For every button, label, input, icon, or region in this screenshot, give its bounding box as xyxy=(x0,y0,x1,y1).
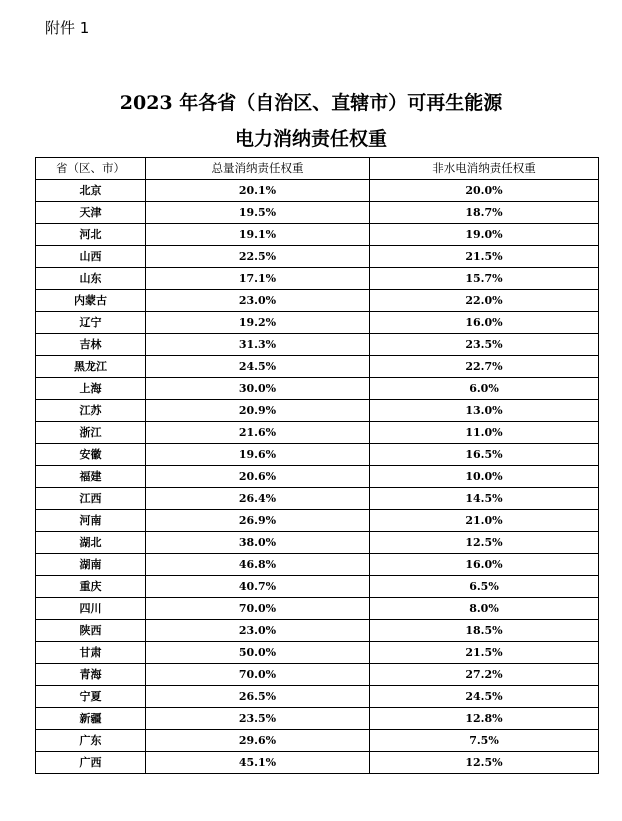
table-row xyxy=(36,752,599,774)
total-weight-cell: 19.5% xyxy=(146,202,370,224)
table-row xyxy=(36,598,599,620)
table-row xyxy=(36,356,599,378)
province-cell: 宁夏 xyxy=(36,686,146,708)
table-row xyxy=(36,488,599,510)
province-cell: 北京 xyxy=(36,180,146,202)
total-weight-cell: 45.1% xyxy=(146,752,370,774)
province-cell: 山东 xyxy=(36,268,146,290)
non-hydro-weight-cell: 6.5% xyxy=(370,576,599,598)
total-weight-cell: 17.1% xyxy=(146,268,370,290)
non-hydro-weight-cell: 6.0% xyxy=(370,378,599,400)
total-weight-cell: 19.2% xyxy=(146,312,370,334)
header-row xyxy=(36,158,599,180)
table-row xyxy=(36,378,599,400)
total-weight-cell: 21.6% xyxy=(146,422,370,444)
province-cell: 辽宁 xyxy=(36,312,146,334)
total-weight-cell: 50.0% xyxy=(146,642,370,664)
province-cell: 江西 xyxy=(36,488,146,510)
table-row xyxy=(36,730,599,752)
total-weight-cell: 26.5% xyxy=(146,686,370,708)
province-cell: 湖北 xyxy=(36,532,146,554)
non-hydro-weight-cell: 8.0% xyxy=(370,598,599,620)
province-cell: 青海 xyxy=(36,664,146,686)
table-row xyxy=(36,444,599,466)
document-title-line1: 2023 年各省（自治区、直辖市）可再生能源 xyxy=(119,92,503,114)
non-hydro-weight-cell: 16.5% xyxy=(370,444,599,466)
table-row xyxy=(36,576,599,598)
non-hydro-weight-cell: 23.5% xyxy=(370,334,599,356)
attachment-label: 附件 1 xyxy=(45,19,90,37)
province-cell: 广西 xyxy=(36,752,146,774)
non-hydro-weight-cell: 24.5% xyxy=(370,686,599,708)
non-hydro-weight-cell: 16.0% xyxy=(370,554,599,576)
table-row xyxy=(36,708,599,730)
total-weight-cell: 40.7% xyxy=(146,576,370,598)
total-weight-cell: 24.5% xyxy=(146,356,370,378)
table-row xyxy=(36,620,599,642)
non-hydro-weight-cell: 22.7% xyxy=(370,356,599,378)
table-row xyxy=(36,510,599,532)
province-cell: 江苏 xyxy=(36,400,146,422)
province-cell: 湖南 xyxy=(36,554,146,576)
table-row xyxy=(36,400,599,422)
table-row xyxy=(36,664,599,686)
table-row xyxy=(36,224,599,246)
province-cell: 黑龙江 xyxy=(36,356,146,378)
table-row xyxy=(36,312,599,334)
weights-table xyxy=(35,157,599,774)
table-row xyxy=(36,532,599,554)
non-hydro-weight-cell: 13.0% xyxy=(370,400,599,422)
non-hydro-weight-cell: 21.5% xyxy=(370,246,599,268)
total-weight-cell: 31.3% xyxy=(146,334,370,356)
province-cell: 安徽 xyxy=(36,444,146,466)
province-cell: 山西 xyxy=(36,246,146,268)
total-weight-cell: 23.0% xyxy=(146,290,370,312)
total-weight-cell: 23.0% xyxy=(146,620,370,642)
province-cell: 甘肃 xyxy=(36,642,146,664)
non-hydro-weight-cell: 12.5% xyxy=(370,752,599,774)
total-weight-cell: 70.0% xyxy=(146,664,370,686)
document-title-line2: 电力消纳责任权重 xyxy=(234,128,387,150)
non-hydro-weight-cell: 21.5% xyxy=(370,642,599,664)
province-cell: 河北 xyxy=(36,224,146,246)
non-hydro-weight-cell: 18.7% xyxy=(370,202,599,224)
province-cell: 四川 xyxy=(36,598,146,620)
non-hydro-weight-cell: 18.5% xyxy=(370,620,599,642)
province-cell: 吉林 xyxy=(36,334,146,356)
table-body xyxy=(36,180,599,774)
total-weight-cell: 22.5% xyxy=(146,246,370,268)
non-hydro-weight-cell: 20.0% xyxy=(370,180,599,202)
total-weight-cell: 19.6% xyxy=(146,444,370,466)
province-cell: 陕西 xyxy=(36,620,146,642)
table-row xyxy=(36,202,599,224)
total-weight-cell: 20.9% xyxy=(146,400,370,422)
table-row xyxy=(36,422,599,444)
province-cell: 浙江 xyxy=(36,422,146,444)
province-cell: 福建 xyxy=(36,466,146,488)
table-row xyxy=(36,554,599,576)
table-row xyxy=(36,466,599,488)
total-weight-cell: 23.5% xyxy=(146,708,370,730)
table-row xyxy=(36,334,599,356)
province-cell: 河南 xyxy=(36,510,146,532)
non-hydro-weight-cell: 12.5% xyxy=(370,532,599,554)
total-weight-cell: 20.1% xyxy=(146,180,370,202)
non-hydro-weight-cell: 16.0% xyxy=(370,312,599,334)
province-cell: 重庆 xyxy=(36,576,146,598)
table-row xyxy=(36,268,599,290)
table-row xyxy=(36,180,599,202)
non-hydro-weight-cell: 15.7% xyxy=(370,268,599,290)
table-row xyxy=(36,246,599,268)
header-total-weight: 总量消纳责任权重 xyxy=(146,158,370,180)
non-hydro-weight-cell: 7.5% xyxy=(370,730,599,752)
total-weight-cell: 29.6% xyxy=(146,730,370,752)
header-non-hydro-weight: 非水电消纳责任权重 xyxy=(370,158,599,180)
table-row xyxy=(36,290,599,312)
total-weight-cell: 46.8% xyxy=(146,554,370,576)
table-row xyxy=(36,642,599,664)
total-weight-cell: 70.0% xyxy=(146,598,370,620)
total-weight-cell: 19.1% xyxy=(146,224,370,246)
total-weight-cell: 26.4% xyxy=(146,488,370,510)
non-hydro-weight-cell: 14.5% xyxy=(370,488,599,510)
non-hydro-weight-cell: 21.0% xyxy=(370,510,599,532)
province-cell: 新疆 xyxy=(36,708,146,730)
total-weight-cell: 20.6% xyxy=(146,466,370,488)
province-cell: 天津 xyxy=(36,202,146,224)
table-header xyxy=(36,158,599,180)
total-weight-cell: 30.0% xyxy=(146,378,370,400)
non-hydro-weight-cell: 27.2% xyxy=(370,664,599,686)
province-cell: 上海 xyxy=(36,378,146,400)
province-cell: 内蒙古 xyxy=(36,290,146,312)
non-hydro-weight-cell: 10.0% xyxy=(370,466,599,488)
table-row xyxy=(36,686,599,708)
non-hydro-weight-cell: 11.0% xyxy=(370,422,599,444)
header-province: 省（区、市） xyxy=(36,158,146,180)
total-weight-cell: 38.0% xyxy=(146,532,370,554)
province-cell: 广东 xyxy=(36,730,146,752)
non-hydro-weight-cell: 22.0% xyxy=(370,290,599,312)
total-weight-cell: 26.9% xyxy=(146,510,370,532)
non-hydro-weight-cell: 19.0% xyxy=(370,224,599,246)
non-hydro-weight-cell: 12.8% xyxy=(370,708,599,730)
